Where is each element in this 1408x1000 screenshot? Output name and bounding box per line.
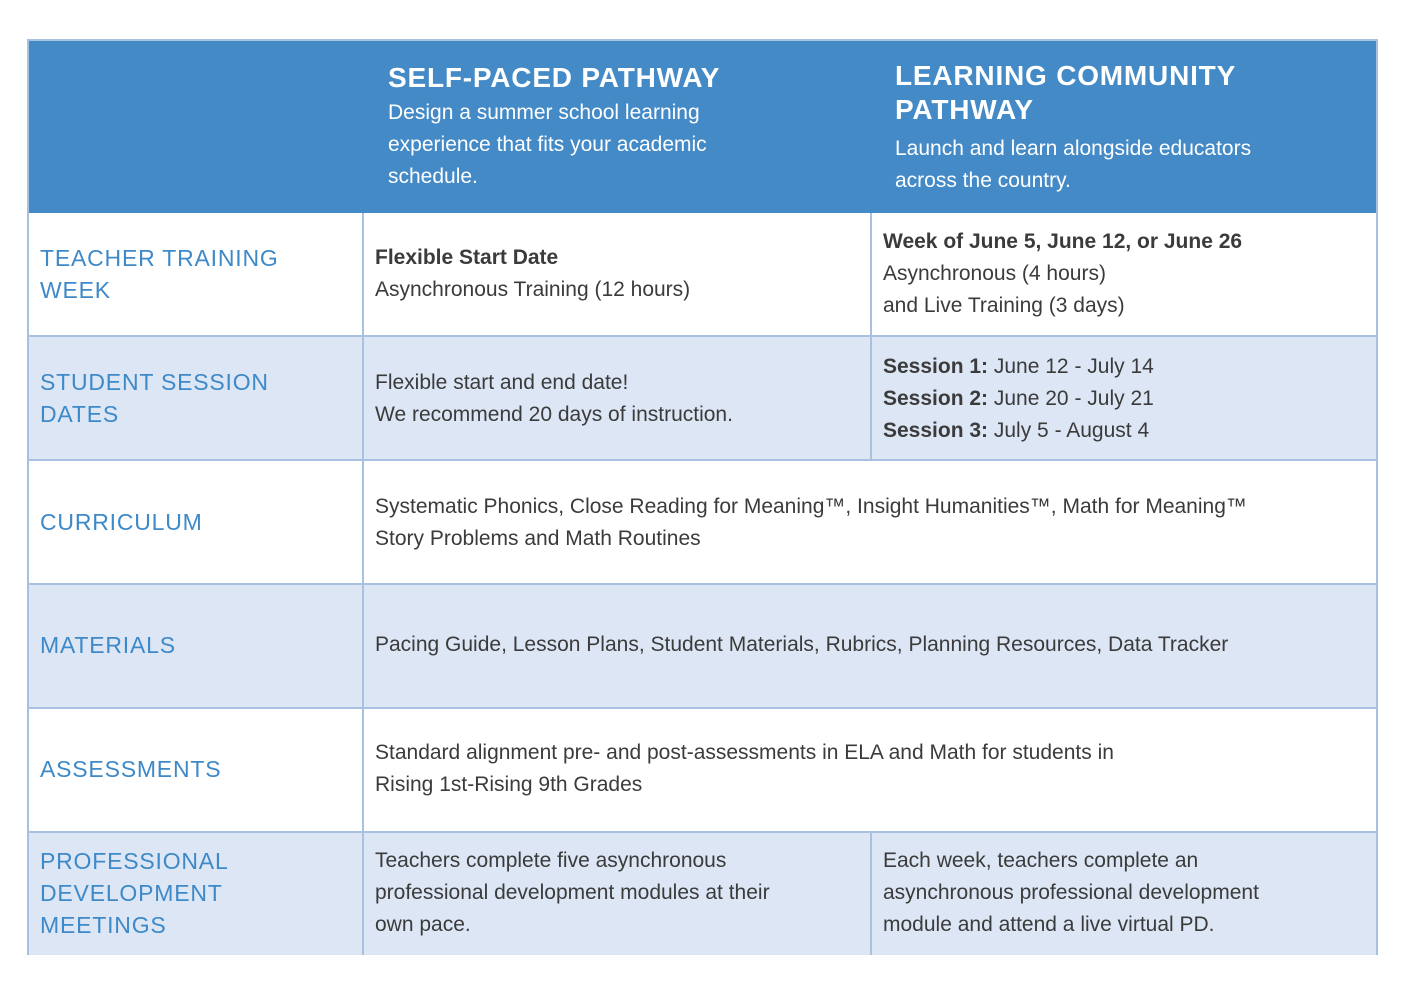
async-training-text: Asynchronous Training (12 hours) bbox=[375, 278, 691, 301]
teacher-training-community: Week of June 5, June 12, or June 26 Asynchronous (4 hours) and Live Training (3 days) bbox=[870, 213, 1376, 335]
student-session-community bbox=[870, 337, 1376, 461]
professional-development-community: Each week, teachers complete an asynchronous professional development module and attend a live virtual PD. bbox=[870, 833, 1376, 955]
materials-label: MATERIALS bbox=[40, 632, 176, 658]
session-2: Session 2: June 20 - July 21 bbox=[883, 387, 1154, 410]
curriculum-content: Systematic Phonics, Close Reading for Meaning™, Insight Humanities™, Math for Meaning™ Story Problems and Math Routines bbox=[362, 461, 1376, 585]
table-row-student-session bbox=[29, 335, 1376, 461]
training-weeks: Week of June 5, June 12, or June 26 bbox=[883, 230, 1243, 253]
professional-development-label: PROFESSIONAL DEVELOPMENT MEETINGS bbox=[40, 848, 229, 938]
header-empty-cell bbox=[29, 41, 362, 213]
session-3: Session 3: July 5 - August 4 bbox=[883, 419, 1150, 442]
row-label-cell bbox=[29, 213, 362, 335]
table-row-assessments bbox=[29, 707, 1376, 833]
materials-content: Pacing Guide, Lesson Plans, Student Materials, Rubrics, Planning Resources, Data Tracker bbox=[362, 585, 1376, 709]
row-label-cell bbox=[29, 709, 362, 833]
student-session-self-paced: Flexible start and end date! We recommend 20 days of instruction. bbox=[362, 337, 870, 461]
header-community bbox=[870, 41, 1376, 213]
table-row-materials bbox=[29, 583, 1376, 709]
teacher-training-label: TEACHER TRAINING WEEK bbox=[40, 245, 279, 303]
row-label-cell bbox=[29, 461, 362, 585]
flexible-start-date: Flexible Start Date bbox=[375, 246, 559, 269]
header-self-paced bbox=[362, 41, 870, 213]
assessments-label: ASSESSMENTS bbox=[40, 756, 222, 782]
student-session-label: STUDENT SESSION DATES bbox=[40, 369, 269, 427]
row-label-cell bbox=[29, 337, 362, 461]
community-description: Launch and learn alongside educators across the country. bbox=[895, 137, 1252, 192]
table-row-teacher-training bbox=[29, 213, 1376, 335]
table-row-curriculum bbox=[29, 459, 1376, 585]
table-row-professional-development bbox=[29, 831, 1376, 955]
session-1: Session 1: June 12 - July 14 bbox=[883, 355, 1154, 378]
teacher-training-self-paced bbox=[362, 213, 870, 335]
table-header bbox=[29, 41, 1376, 213]
community-title: LEARNING COMMUNITY PATHWAY bbox=[895, 60, 1237, 125]
self-paced-description: Design a summer school learning experience that fits your academic schedule. bbox=[388, 101, 707, 188]
pathway-comparison-table bbox=[27, 39, 1378, 955]
self-paced-title: SELF-PACED PATHWAY bbox=[388, 62, 721, 93]
curriculum-label: CURRICULUM bbox=[40, 509, 203, 535]
row-label-cell bbox=[29, 585, 362, 709]
assessments-content: Standard alignment pre- and post-assessments in ELA and Math for students in Rising 1st-Rising 9th Grades bbox=[362, 709, 1376, 833]
row-label-cell bbox=[29, 833, 362, 955]
professional-development-self-paced: Teachers complete five asynchronous professional development modules at their own pace. bbox=[362, 833, 870, 955]
